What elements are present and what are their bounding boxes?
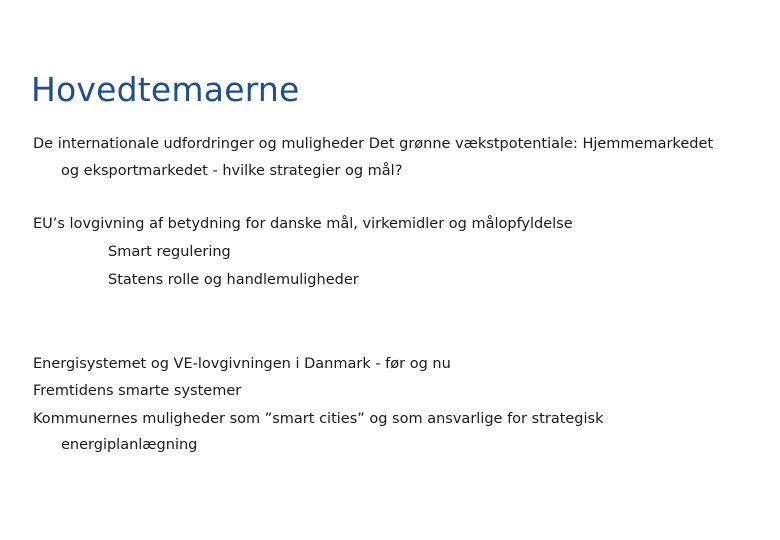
topic-line-1: De internationale udfordringer og muligheder Det grønne vækstpotentiale: Hjemmemarkedet xyxy=(33,136,714,152)
subtopic-statens-rolle: Statens rolle og handlemuligheder xyxy=(108,272,359,288)
topic-line-5-continued: energiplanlægning xyxy=(61,437,198,453)
subtopic-smart-regulering: Smart regulering xyxy=(108,244,231,260)
slide-title: Hovedtemaerne xyxy=(31,70,300,109)
topic-line-4: Fremtidens smarte systemer xyxy=(33,383,242,399)
topic-line-5: Kommunernes muligheder som ”smart cities” og som ansvarlige for strategisk xyxy=(33,411,604,427)
topic-line-2: EU’s lovgivning af betydning for danske mål, virkemidler og målopfyldelse xyxy=(33,216,573,232)
topic-line-3: Energisystemet og VE-lovgivningen i Danmark - før og nu xyxy=(33,356,451,372)
topic-line-1-continued: og eksportmarkedet - hvilke strategier og mål? xyxy=(61,163,403,179)
